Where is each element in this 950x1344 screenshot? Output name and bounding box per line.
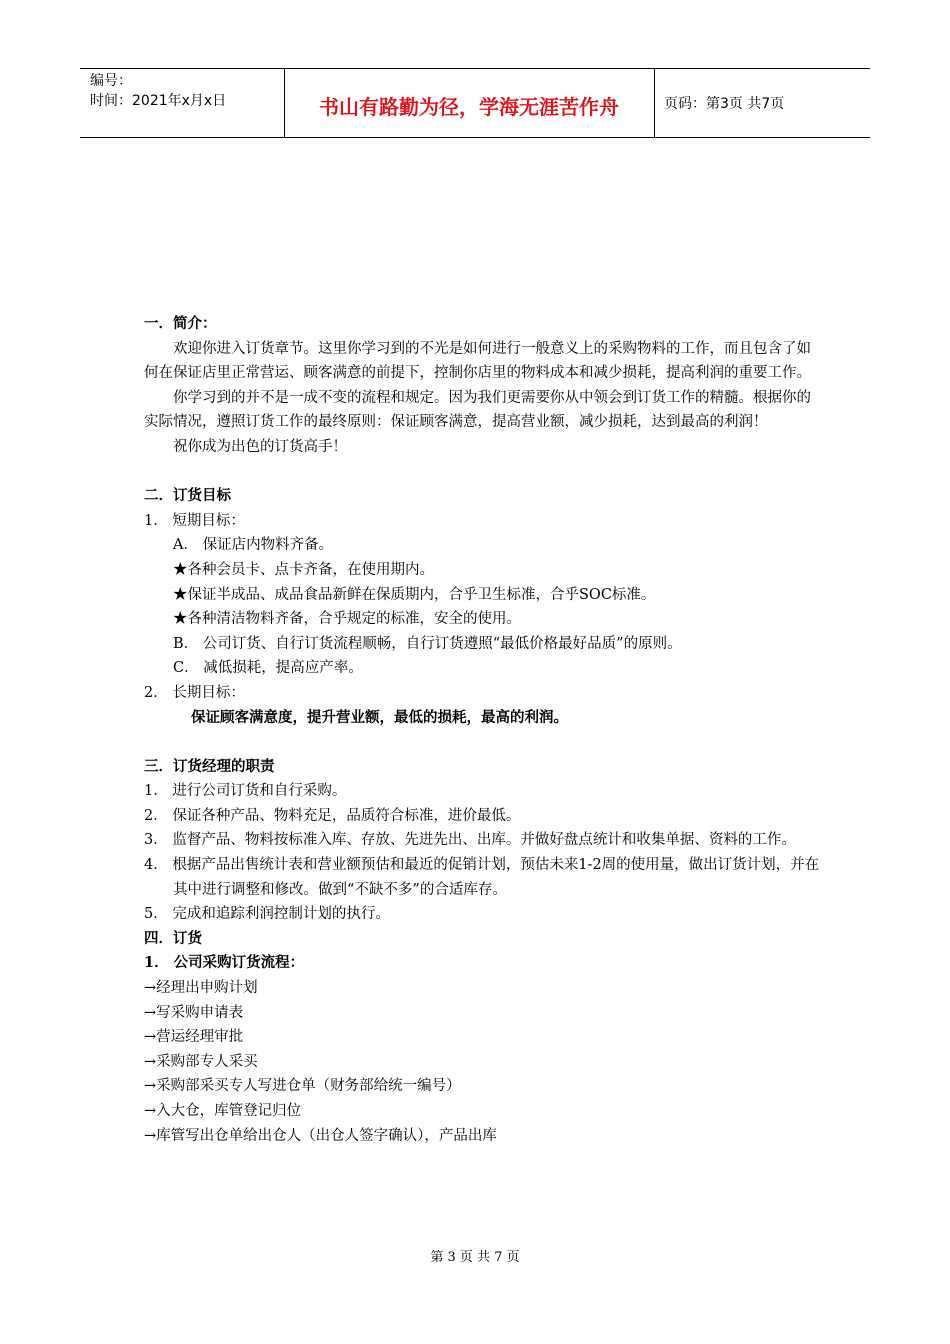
list-item: 1． 进行公司订货和自行采购。: [144, 783, 347, 800]
list-item: 1． 短期目标：: [144, 512, 245, 529]
paragraph: 欢迎你进入订货章节。这里你学习到的不光是如何进行一般意义上的采购物料的工作，而且包含了如何在保证店里正常营运、顾客满意的前提下，控制你店里的物料成本和减少损耗，提高利润的重要工作。: [144, 340, 811, 382]
list-item: 5． 完成和追踪利润控制计划的执行。: [144, 906, 390, 923]
list-item: 3． 监督产品、物料按标准入库、存放、先进先出、出库。并做好盘点统计和收集单据、资料的工作。: [144, 832, 796, 849]
list-item: ★各种清洁物料齐备，合乎规定的标准，安全的使用。: [173, 611, 521, 628]
paragraph: 祝你成为出色的订货高手！: [173, 438, 347, 455]
time-label: 时间：2021年x月x日: [90, 93, 227, 109]
flow-step: →入大仓，库管登记归位: [144, 1103, 302, 1119]
header-page-label: 页码：第3页 共7页: [664, 96, 785, 112]
list-item: 4． 根据产品出售统计表和营业额预估和最近的促销计划，预估未来1-2周的使用量，做出订货计划，并在其中进行调整和修改。做到“不缺不多”的合适库存。: [144, 857, 820, 898]
paragraph: 你学习到的并不是一成不变的流程和规定。因为我们更需要你从中领会到订货工作的精髓。根据你的实际情况，遵照订货工作的最终原则：保证顾客满意，提高营业额，减少损耗，达到最高的利润！: [144, 389, 811, 431]
section-title: 一．简介：: [144, 315, 217, 332]
flow-step: →库管写出仓单给出仓人（出仓人签字确认），产品出库: [144, 1127, 497, 1144]
list-item: C． 减低损耗，提高应产率。: [173, 660, 363, 677]
flow-step: →经理出申购计划: [144, 980, 258, 997]
flow-step: →营运经理审批: [144, 1029, 244, 1046]
list-item: 2． 长期目标：: [144, 684, 245, 701]
section-title: 四．订货: [144, 929, 202, 947]
section-title: 二．订货目标: [144, 487, 231, 505]
section-title: 三．订货经理的职责: [144, 757, 275, 775]
page-header: [80, 68, 870, 138]
list-item: ★保证半成品、成品食品新鲜在保质期内，合乎卫生标准，合乎SOC标准。: [173, 586, 656, 603]
list-item: A． 保证店内物料齐备。: [173, 537, 334, 554]
flow-step: →写采购申请表: [144, 1004, 244, 1021]
section-subtitle: 1． 公司采购订货流程：: [144, 954, 305, 972]
page-footer: 第 3 页 共 7 页: [430, 1250, 520, 1265]
list-item: B． 公司订货、自行订货流程顺畅，自行订货遵照“最低价格最好品质”的原则。: [173, 635, 682, 652]
code-label: 编号：: [90, 73, 132, 89]
flow-step: →采购部专人采买: [144, 1053, 258, 1070]
header-meta: [90, 71, 226, 111]
flow-step: →采购部采买专人写进仓单（财务部给统一编号）: [144, 1078, 461, 1095]
list-item: 2． 保证各种产品、物料充足，品质符合标准，进价最低。: [144, 807, 521, 824]
list-item: ★各种会员卡、点卡齐备，在使用期内。: [173, 561, 434, 578]
document-body: [144, 312, 824, 1148]
long-term-goal: 保证顾客满意度，提升营业额，最低的损耗，最高的利润。: [191, 708, 568, 726]
header-motto: 书山有路勤为径，学海无涯苦作舟: [319, 95, 619, 119]
header-divider: [654, 69, 655, 137]
